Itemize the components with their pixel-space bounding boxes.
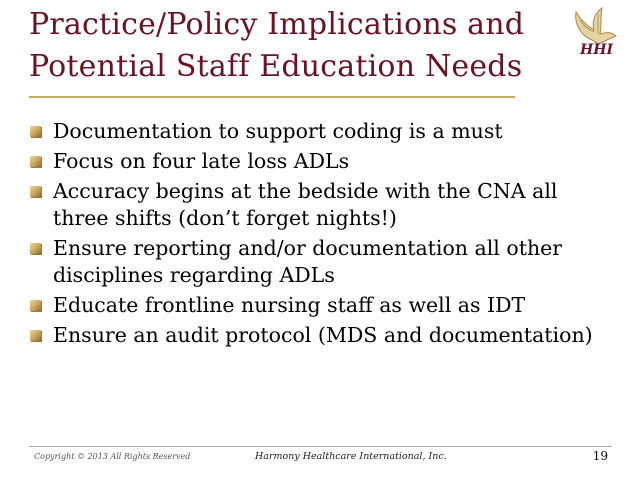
bullet-text: Ensure an audit protocol (MDS and documentation) <box>53 323 593 347</box>
bullet-item <box>30 322 610 349</box>
title-underline <box>29 96 515 98</box>
dove-logo-icon <box>562 6 626 70</box>
bullet-item <box>30 148 610 175</box>
slide-title <box>29 4 569 88</box>
title-line-2: Potential Staff Education Needs <box>29 49 523 84</box>
bullet-square-icon <box>30 126 41 137</box>
bullet-item <box>30 235 610 289</box>
bullet-square-icon <box>30 330 41 341</box>
bullet-text: Focus on four late loss ADLs <box>53 149 350 173</box>
bullet-item <box>30 292 610 319</box>
bullet-text: Educate frontline nursing staff as well as IDT <box>53 293 526 317</box>
page-number: 19 <box>592 449 608 463</box>
footer-copyright: Copyright © 2013 All Rights Reserved <box>34 452 191 461</box>
bullet-text: Ensure reporting and/or documentation all other disciplines regarding ADLs <box>53 236 563 287</box>
bullet-square-icon <box>30 156 41 167</box>
hhi-logo <box>562 6 626 70</box>
footer-company: Harmony Healthcare International, Inc. <box>255 451 447 462</box>
bullet-text: Accuracy begins at the bedside with the CNA all three shifts (don’t forget nights!) <box>53 179 558 230</box>
bullet-list <box>30 118 610 352</box>
bullet-item <box>30 118 610 145</box>
bullet-square-icon <box>30 243 41 254</box>
bullet-square-icon <box>30 300 41 311</box>
slide-footer <box>29 446 612 467</box>
bullet-square-icon <box>30 186 41 197</box>
logo-text: HHI <box>580 42 614 58</box>
bullet-item <box>30 178 610 232</box>
bullet-text: Documentation to support coding is a must <box>53 119 503 143</box>
title-line-1: Practice/Policy Implications and <box>29 7 525 42</box>
